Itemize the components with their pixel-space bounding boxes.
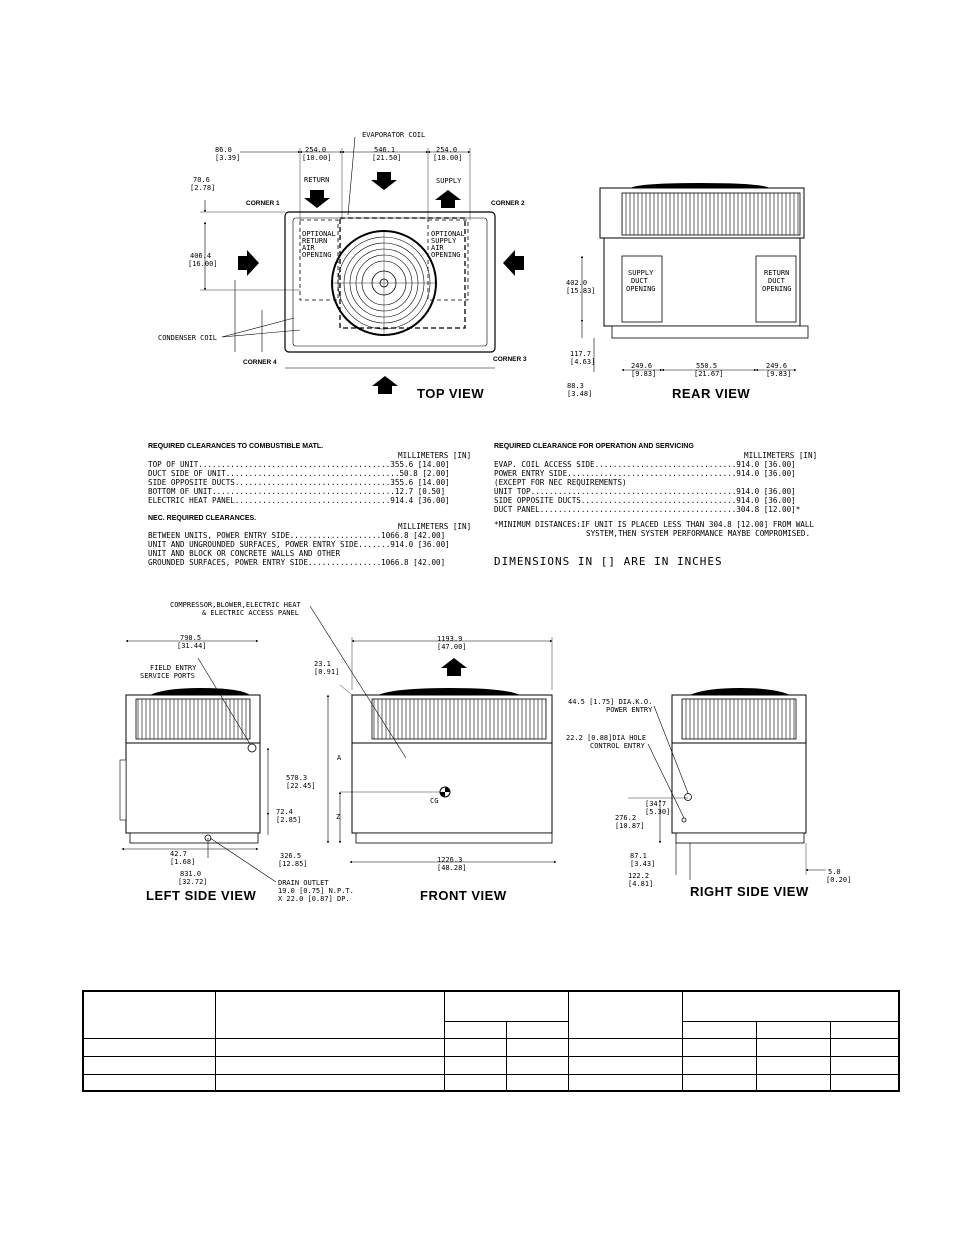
field-entry-line-2: SERVICE PORTS bbox=[140, 672, 195, 680]
table-cell bbox=[831, 1021, 900, 1038]
dim-831-in: [32.72] bbox=[178, 878, 208, 886]
service-row-5: SIDE OPPOSITE DUCTS..................................914.0 [36.00] bbox=[494, 496, 796, 505]
compressor-line-1: COMPRESSOR,BLOWER,ELECTRIC HEAT bbox=[170, 601, 301, 609]
dim-122-in: [4.81] bbox=[628, 880, 654, 888]
dim-326: 326.5 bbox=[280, 852, 302, 860]
right-view-title: RIGHT SIDE VIEW bbox=[690, 884, 809, 899]
dim-249a-in: [9.83] bbox=[631, 370, 657, 378]
drain-line-1: DRAIN OUTLET bbox=[278, 879, 329, 887]
rear-view-title: REAR VIEW bbox=[672, 386, 751, 401]
dim-23-in: [0.91] bbox=[314, 668, 340, 676]
dim-402: 402.0 bbox=[566, 279, 588, 287]
footnote-line-1: *MINIMUM DISTANCES:IF UNIT IS PLACED LESS THAN 304.8 [12.00] FROM WALL bbox=[494, 520, 815, 529]
dim-1226: 1226.3 bbox=[437, 856, 463, 864]
dim-34-in: [5.30] bbox=[645, 808, 671, 816]
opt-return-line-2: RETURN bbox=[302, 237, 328, 245]
table-row bbox=[83, 1074, 899, 1091]
dim-34: [34.7 bbox=[645, 800, 667, 808]
combustible-title: REQUIRED CLEARANCES TO COMBUSTIBLE MATL. bbox=[148, 443, 324, 450]
dim-42-in: [1.68] bbox=[170, 858, 196, 866]
dim-117-in: [4.63] bbox=[570, 358, 596, 366]
dim-550-in: [21.67] bbox=[694, 370, 724, 378]
dim-117: 117.7 bbox=[570, 350, 592, 358]
corner-3-label: CORNER 3 bbox=[493, 356, 527, 363]
dim-70-in: [2.78] bbox=[190, 184, 216, 192]
power-entry-line-2: POWER ENTRY bbox=[606, 706, 653, 714]
dim-87: 87.1 bbox=[630, 852, 647, 860]
dim-5-in: [0.20] bbox=[826, 876, 852, 884]
right-inlet-arrow-icon bbox=[503, 250, 524, 276]
opt-supply-line-4: OPENING bbox=[431, 251, 461, 259]
combustible-units: MILLIMETERS [IN] bbox=[398, 451, 472, 460]
dim-72: 72.4 bbox=[276, 808, 293, 816]
dim-546-in: [21.50] bbox=[372, 154, 402, 162]
nec-units: MILLIMETERS [IN] bbox=[398, 522, 472, 531]
dim-1193: 1193.9 bbox=[437, 635, 463, 643]
table-row bbox=[83, 1038, 899, 1056]
dim-72-in: [2.85] bbox=[276, 816, 302, 824]
table-row bbox=[83, 1056, 899, 1074]
clearances-section bbox=[148, 443, 817, 568]
return-label: RETURN bbox=[304, 176, 330, 184]
return-arrow-icon bbox=[304, 190, 330, 208]
bottom-inlet-arrow-icon bbox=[372, 376, 398, 394]
dim-254a: 254.0 bbox=[305, 146, 327, 154]
table-cell bbox=[445, 991, 569, 1021]
power-entry-line-1: 44.5 [1.75] DIA.K.O. bbox=[568, 698, 653, 706]
condenser-coil-label: CONDENSER COIL bbox=[158, 334, 218, 342]
table-cell bbox=[757, 1021, 831, 1038]
nec-row-1: BETWEEN UNITS, POWER ENTRY SIDE....................1066.8 [42.00] bbox=[148, 531, 446, 540]
spec-table bbox=[82, 990, 900, 1092]
table-cell bbox=[683, 991, 900, 1021]
dim-326-in: [12.85] bbox=[278, 860, 308, 868]
supply-opening-line-2: DUCT bbox=[631, 277, 648, 285]
opt-supply-line-2: SUPPLY bbox=[431, 237, 457, 245]
dim-87-in: [3.43] bbox=[630, 860, 656, 868]
opt-return-line-4: OPENING bbox=[302, 251, 332, 259]
service-units: MILLIMETERS [IN] bbox=[744, 451, 818, 460]
front-view-title: FRONT VIEW bbox=[420, 888, 507, 903]
corner-2-label: CORNER 2 bbox=[491, 200, 525, 207]
dim-1193-in: [47.00] bbox=[437, 643, 467, 651]
dim-42: 42.7 bbox=[170, 850, 187, 858]
top-view-title: TOP VIEW bbox=[417, 386, 485, 401]
control-entry-icon bbox=[682, 818, 686, 822]
table-cell bbox=[569, 991, 683, 1038]
service-title: REQUIRED CLEARANCE FOR OPERATION AND SERVICING bbox=[494, 443, 694, 450]
return-opening-line-1: RETURN bbox=[764, 269, 790, 277]
rear-view bbox=[566, 183, 808, 401]
dim-88-in: [3.48] bbox=[567, 390, 593, 398]
dim-249b: 249.6 bbox=[766, 362, 788, 370]
dim-798-in: [31.44] bbox=[177, 642, 207, 650]
dim-254b: 254.0 bbox=[436, 146, 458, 154]
dim-249b-in: [9.83] bbox=[766, 370, 792, 378]
dim-276-in: [10.87] bbox=[615, 822, 645, 830]
left-inlet-arrow-icon bbox=[238, 250, 259, 276]
combustible-row-4: BOTTOM OF UNIT........................................12.7 [0.50] bbox=[148, 487, 446, 496]
dim-5: 5.0 bbox=[828, 868, 841, 876]
dim-1226-in: [48.28] bbox=[437, 864, 467, 872]
dim-831: 831.0 bbox=[180, 870, 202, 878]
return-opening-line-2: DUCT bbox=[768, 277, 785, 285]
table-cell bbox=[83, 991, 216, 1038]
dim-798: 798.5 bbox=[180, 634, 202, 642]
opt-return-line-3: AIR bbox=[302, 244, 315, 252]
opt-supply-line-1: OPTIONAL bbox=[431, 230, 465, 238]
table-cell bbox=[683, 1021, 757, 1038]
dimensions-note: DIMENSIONS IN [] ARE IN INCHES bbox=[494, 555, 723, 568]
control-entry-line-2: CONTROL ENTRY bbox=[590, 742, 645, 750]
compressor-line-2: & ELECTRIC ACCESS PANEL bbox=[202, 609, 299, 617]
dim-70: 70.6 bbox=[193, 176, 210, 184]
dim-276: 276.2 bbox=[615, 814, 637, 822]
opt-return-line-1: OPTIONAL bbox=[302, 230, 336, 238]
dim-570: 570.3 bbox=[286, 774, 308, 782]
service-row-3: (EXCEPT FOR NEC REQUIREMENTS) bbox=[494, 478, 627, 487]
dim-122: 122.2 bbox=[628, 872, 650, 880]
control-entry-line-1: 22.2 [0.88]DIA HOLE bbox=[566, 734, 647, 742]
footnote-line-2: SYSTEM,THEN SYSTEM PERFORMANCE MAYBE COMPROMISED. bbox=[586, 529, 811, 538]
nec-row-2: UNIT AND UNGROUNDED SURFACES, POWER ENTRY SIDE.......914.0 [36.00] bbox=[148, 540, 450, 549]
nec-row-4: GROUNDED SURFACES, POWER ENTRY SIDE................1066.8 [42.00] bbox=[148, 558, 446, 567]
supply-opening-line-3: OPENING bbox=[626, 285, 656, 293]
dim-254b-in: [10.00] bbox=[433, 154, 463, 162]
field-entry-line-1: FIELD ENTRY bbox=[150, 664, 197, 672]
dim-a-label: A bbox=[337, 754, 342, 762]
cg-label: CG bbox=[430, 797, 439, 805]
front-up-arrow-icon bbox=[441, 658, 467, 676]
dim-406: 406.4 bbox=[190, 252, 212, 260]
dim-23: 23.1 bbox=[314, 660, 331, 668]
dim-546: 546.1 bbox=[374, 146, 396, 154]
power-entry-icon bbox=[685, 794, 692, 801]
dim-570-in: [22.45] bbox=[286, 782, 316, 790]
combustible-row-5: ELECTRIC HEAT PANEL..................................914.4 [36.00] bbox=[148, 496, 450, 505]
nec-title: NEC. REQUIRED CLEARANCES. bbox=[148, 515, 257, 522]
dim-88: 88.3 bbox=[567, 382, 584, 390]
service-row-1: EVAP. COIL ACCESS SIDE...............................914.0 [36.00] bbox=[494, 460, 796, 469]
combustible-row-2: DUCT SIDE OF UNIT......................................50.8 [2.00] bbox=[148, 469, 450, 478]
evaporator-arrow-icon bbox=[371, 172, 397, 190]
top-view bbox=[158, 131, 527, 401]
table-cell bbox=[216, 991, 445, 1038]
service-row-6: DUCT PANEL...........................................304.8 [12.00]* bbox=[494, 505, 801, 514]
dim-550: 550.5 bbox=[696, 362, 718, 370]
dim-z-label: Z bbox=[336, 813, 341, 821]
table-cell bbox=[445, 1021, 507, 1038]
table-cell bbox=[507, 1021, 569, 1038]
combustible-row-1: TOP OF UNIT..........................................355.6 [14.00] bbox=[148, 460, 450, 469]
opt-supply-line-3: AIR bbox=[431, 244, 444, 252]
condenser-fan bbox=[332, 231, 436, 335]
return-opening-line-3: OPENING bbox=[762, 285, 792, 293]
corner-1-label: CORNER 1 bbox=[246, 200, 280, 207]
dim-86-in: [3.39] bbox=[215, 154, 241, 162]
right-side-view bbox=[566, 688, 851, 899]
evaporator-coil-label: EVAPORATOR COIL bbox=[362, 131, 426, 139]
drain-line-3: X 22.0 [0.87] DP. bbox=[278, 895, 350, 903]
dim-249a: 249.6 bbox=[631, 362, 653, 370]
supply-arrow-icon bbox=[435, 190, 461, 208]
dim-254a-in: [10.00] bbox=[302, 154, 332, 162]
nec-row-3: UNIT AND BLOCK OR CONCRETE WALLS AND OTHER bbox=[148, 549, 341, 558]
supply-opening-line-1: SUPPLY bbox=[628, 269, 654, 277]
drain-line-2: 19.0 [0.75] N.P.T. bbox=[278, 887, 354, 895]
dim-406-in: [16.00] bbox=[188, 260, 218, 268]
combustible-row-3: SIDE OPPOSITE DUCTS..................................355.6 [14.00] bbox=[148, 478, 450, 487]
left-view-title: LEFT SIDE VIEW bbox=[146, 888, 257, 903]
service-row-4: UNIT TOP.............................................914.0 [36.00] bbox=[494, 487, 796, 496]
corner-4-label: CORNER 4 bbox=[243, 359, 277, 366]
dim-402-in: [15.83] bbox=[566, 287, 596, 295]
dim-86: 86.0 bbox=[215, 146, 232, 154]
service-row-2: POWER ENTRY SIDE.....................................914.0 [36.00] bbox=[494, 469, 796, 478]
supply-label: SUPPLY bbox=[436, 177, 462, 185]
